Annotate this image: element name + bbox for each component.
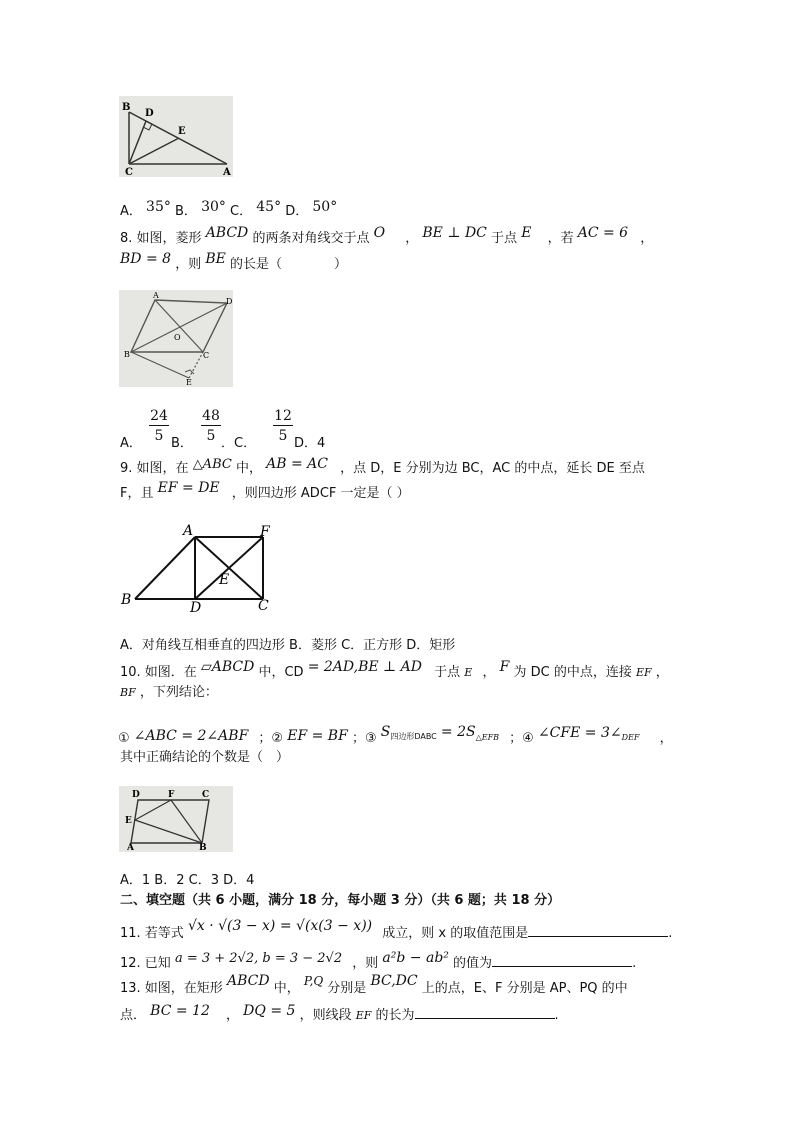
q13-math-ef: EF <box>355 1009 372 1022</box>
q10-label-c: C <box>202 790 210 800</box>
q7-label-a: A <box>223 167 231 177</box>
q8-option-c-num: 12 <box>274 408 292 424</box>
q12-end: . <box>632 956 637 971</box>
q8-text-3: ， <box>405 231 419 246</box>
q8-text-4: 于点 <box>491 231 518 246</box>
q13-text-8: 的长为 <box>375 1008 415 1023</box>
q10-math-bf: BF <box>120 686 136 699</box>
q11-end: . <box>668 926 673 941</box>
q7-label-d: D <box>145 108 154 119</box>
q9-text-3: ，点 D，E 分别为边 BC，AC 的中点，延长 DE 至点 <box>340 461 645 476</box>
q8-option-a-den: 5 <box>154 428 164 444</box>
q10-math-parallelogram: ▱ABCD <box>200 659 255 675</box>
q8-option-a-num: 24 <box>150 408 168 424</box>
q12-prefix: 12. 已知 <box>120 956 171 971</box>
q12-math-ab: a = 3 + 2√2, b = 3 − 2√2 <box>174 951 343 966</box>
q13-text-4: 上的点，E、F 分别是 AP、PQ 的中 <box>421 981 628 996</box>
q9-text-1: 9. 如图，在 <box>120 461 189 476</box>
q10-conclusion-3-s: S <box>380 724 391 740</box>
q10-text-8: ， <box>659 731 673 746</box>
q10-conclusion-3-eq: = 2S <box>440 724 476 740</box>
q10-mark-4: ；④ <box>509 731 534 746</box>
q9-label-d: D <box>190 600 202 614</box>
q12-mid: ，则 <box>352 956 379 971</box>
q8-math-ac: AC = 6 <box>577 225 629 241</box>
q9-label-b: B <box>121 592 132 608</box>
q7-figure <box>119 96 233 177</box>
q13-text-7: ，则线段 <box>299 1008 352 1023</box>
q8-option-c-label: ．C． <box>221 436 257 451</box>
q7-label-e: E <box>178 126 186 137</box>
q10-math-condition: = 2AD,BE ⊥ AD <box>307 659 422 675</box>
q9-math-ef: EF = DE <box>157 480 220 496</box>
q9-label-e: E <box>219 572 230 588</box>
q8-option-b-fraction <box>201 407 221 446</box>
q13-math-bc: BC = 12 <box>150 1003 210 1019</box>
q13-answer-blank[interactable] <box>415 1006 555 1019</box>
q7-option-d-label: D． <box>285 204 309 219</box>
q10-math-ef: EF <box>635 666 652 679</box>
q13-end: . <box>554 1008 559 1023</box>
q10-line-4: 其中正确结论的个数是（ ） <box>120 750 290 765</box>
q10-text-6: ， <box>655 665 669 680</box>
q11-answer-blank[interactable] <box>528 924 668 937</box>
q8-text-2: 的两条对角线交于点 <box>252 231 370 246</box>
q8-option-d-label: D．4 <box>294 436 326 451</box>
q13-text-6: ， <box>226 1008 240 1023</box>
q10-label-f: F <box>168 790 175 800</box>
q10-label-e: E <box>125 816 132 826</box>
q13-math-dq: DQ = 5 <box>243 1003 296 1019</box>
q10-label-d: D <box>132 790 140 800</box>
q8-math-abcd: ABCD <box>205 225 249 241</box>
q8-option-c-den: 5 <box>278 428 288 444</box>
q8-math-be-perp: BE ⊥ DC <box>422 225 487 241</box>
q8-label-a: A <box>153 291 159 300</box>
q10-figure <box>119 786 233 852</box>
q11-math-equation: √x · √(3 − x) = √(x(3 − x)) <box>187 918 373 934</box>
q13-line-2 <box>120 1003 559 1024</box>
q9-math-ab-ac: AB = AC <box>266 456 328 472</box>
q9-text-2: 中， <box>235 461 262 476</box>
q8-label-c: C <box>203 351 210 360</box>
q10-conclusion-4: ∠CFE = 3∠ <box>537 725 622 741</box>
q9-math-triangle: △ABC <box>192 457 232 472</box>
q10-mark-1: ① <box>118 731 130 746</box>
q10-text-5: 为 DC 的中点，连接 <box>513 665 632 680</box>
q10-text-3: 于点 <box>434 665 461 680</box>
q9-label-a: A <box>183 523 194 539</box>
q8-line-2 <box>120 251 348 273</box>
q10-mark-3: ；③ <box>351 731 377 746</box>
q9-label-f: F <box>260 524 270 540</box>
q10-text-4: ， <box>482 665 496 680</box>
q7-option-b-value: 30° <box>201 199 226 215</box>
q9-options: A．对角线互相垂直的四边形 B．菱形 C．正方形 D．矩形 <box>120 638 456 653</box>
q8-option-b-den: 5 <box>206 428 216 444</box>
q8-math-o: O <box>373 225 386 241</box>
q9-text-4: F，且 <box>120 486 154 501</box>
q10-conclusion-4-sub: DEF <box>621 733 640 742</box>
q7-label-c: C <box>125 167 133 177</box>
q11-suffix: 成立，则 x 的取值范围是 <box>382 926 529 941</box>
q13-text-3: 分别是 <box>327 981 367 996</box>
q8-option-b-label: B． <box>171 436 193 451</box>
q8-text-1: 8. 如图，菱形 <box>120 231 202 246</box>
q7-options <box>120 199 338 220</box>
q10-math-f: F <box>499 659 510 675</box>
q13-text-5: 点． <box>120 1008 147 1023</box>
q9-line-2 <box>120 480 410 502</box>
q8-text-5: ，若 <box>547 231 574 246</box>
q10-text-7: ，下列结论： <box>139 685 218 700</box>
q8-option-c-fraction <box>273 407 293 446</box>
q12-suffix: 的值为 <box>453 956 493 971</box>
q9-figure <box>118 522 278 614</box>
q8-text-6: ， <box>640 231 654 246</box>
q10-conclusion-1: ∠ABC = 2∠ABF <box>133 728 249 744</box>
q13-math-pq: P,Q <box>303 974 324 988</box>
q13-text-2: 中， <box>273 981 300 996</box>
q10-line-1 <box>120 659 669 681</box>
q10-math-e: E <box>464 666 473 679</box>
q10-conclusions <box>118 724 673 748</box>
q8-option-b-num: 48 <box>202 408 220 424</box>
q7-label-b: B <box>122 102 131 113</box>
q7-option-c-label: C． <box>230 204 253 219</box>
q8-figure <box>119 290 233 387</box>
q9-line-1 <box>120 456 645 477</box>
q7-option-a-label: A． <box>120 204 142 219</box>
q10-conclusion-2: EF = BF <box>287 728 348 744</box>
q10-conclusion-3-sub: 四边形DABC <box>390 732 437 741</box>
q10-line-2 <box>120 685 218 701</box>
q13-text-1: 13. 如图，在矩形 <box>120 981 223 996</box>
q12-answer-blank[interactable] <box>492 954 632 967</box>
q10-label-b: B <box>199 843 207 852</box>
q13-line-1 <box>120 973 628 997</box>
q8-math-e: E <box>521 225 532 241</box>
q8-label-b: B <box>124 350 130 359</box>
q8-math-be: BE <box>205 251 226 267</box>
q8-math-bd: BD = 8 <box>120 251 172 267</box>
q9-label-c: C <box>258 598 269 614</box>
q8-text-7: ，则 <box>175 257 202 272</box>
q7-option-b-label: B． <box>175 204 197 219</box>
q10-text-1: 10. 如图．在 <box>120 665 197 680</box>
section-2-heading: 二、填空题（共 6 小题，满分 18 分，每小题 3 分）（共 6 题；共 18 分） <box>120 893 561 908</box>
q8-text-8: 的长是（ ） <box>230 257 348 272</box>
q11-prefix: 11. 若等式 <box>120 926 184 941</box>
q10-label-a: A <box>127 843 134 852</box>
q13-math-abcd: ABCD <box>226 973 270 989</box>
q10-mark-2: ；② <box>258 731 284 746</box>
q13-math-bcdc: BC,DC <box>370 973 418 989</box>
q8-option-a-fraction <box>149 407 169 446</box>
q8-option-a-label: A． <box>120 436 142 451</box>
q8-label-o: O <box>174 333 181 342</box>
q11-line <box>120 918 673 942</box>
q12-line <box>120 950 637 972</box>
q8-label-d: D <box>226 297 233 306</box>
q10-text-2: 中，CD <box>258 665 304 680</box>
q12-math-expression: a²b − ab² <box>382 950 449 966</box>
q7-option-c-value: 45° <box>256 199 282 215</box>
q7-option-a-value: 35° <box>146 199 171 215</box>
q10-conclusion-3-sub2: △EFB <box>475 733 500 742</box>
q8-label-e: E <box>186 378 192 387</box>
q10-options: A．1 B．2 C．3 D．4 <box>120 873 255 888</box>
q8-line-1 <box>120 225 654 247</box>
q7-option-d-value: 50° <box>312 199 338 215</box>
q9-text-5: ，则四边形 ADCF 一定是（ ） <box>231 486 410 501</box>
